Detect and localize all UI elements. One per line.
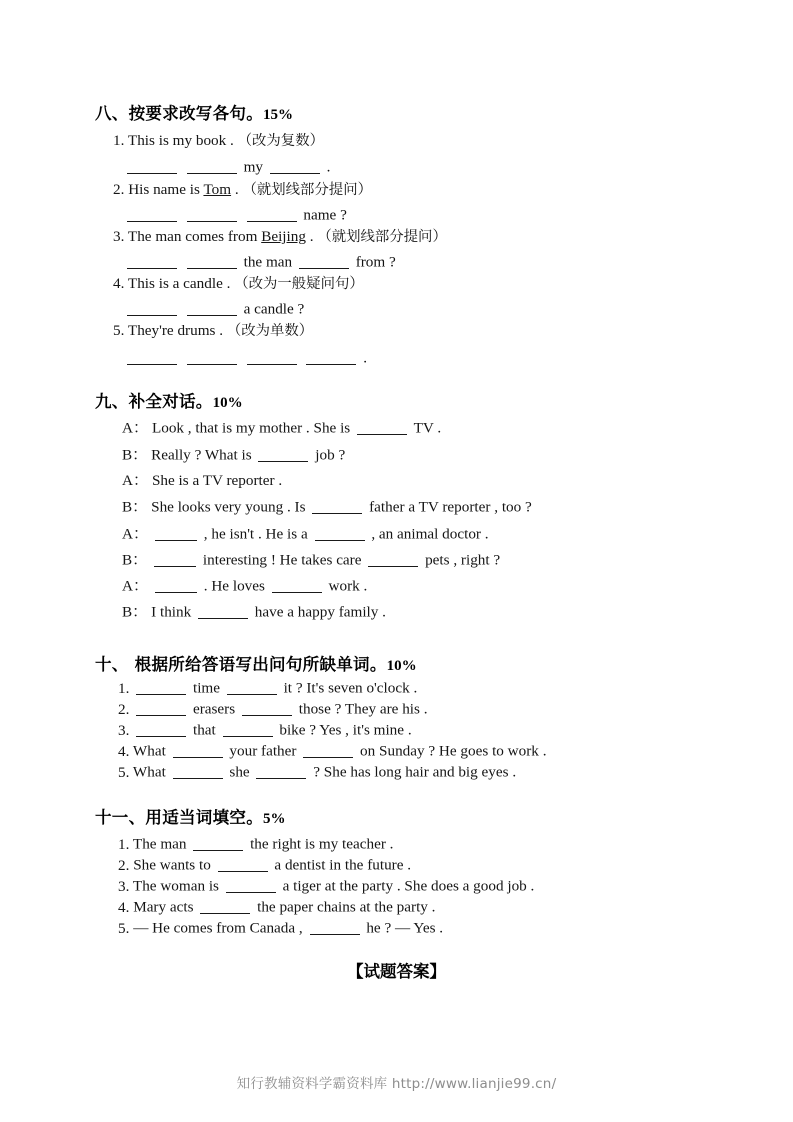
item-text-pre: She wants to <box>133 856 211 874</box>
dialogue-speaker: A： <box>122 525 149 543</box>
answers-section-title: 【试题答案】 <box>347 962 446 981</box>
item-text-post: on Sunday ? He goes to work . <box>360 742 547 760</box>
item-number: 1. <box>118 679 130 697</box>
answer-blank[interactable] <box>247 350 297 365</box>
section-8-heading-text: 八、按要求改写各句。 <box>95 104 263 123</box>
answer-blank[interactable] <box>187 350 237 365</box>
answer-blank[interactable] <box>154 552 196 567</box>
dialogue-speaker: B： <box>122 603 148 621</box>
answer-blank[interactable] <box>187 254 237 269</box>
item-number: 3. <box>118 877 130 895</box>
item-number: 1. <box>113 132 125 149</box>
answer-blank[interactable] <box>270 159 320 174</box>
answer-blank[interactable] <box>187 301 237 316</box>
item-text-mid: erasers <box>192 700 236 718</box>
section-11-item-1 <box>118 836 393 852</box>
answer-blank[interactable] <box>357 420 407 435</box>
answer-blank[interactable] <box>198 604 248 619</box>
answer-blank[interactable] <box>226 878 276 893</box>
answer-blank[interactable] <box>218 857 268 872</box>
dialogue-text-post: have a happy family . <box>254 603 386 621</box>
answer-blank[interactable] <box>242 701 292 716</box>
answer-period: . <box>363 349 367 367</box>
dialogue-speaker: A： <box>122 472 149 489</box>
dialogue-speaker: B： <box>122 551 148 569</box>
answer-blank[interactable] <box>258 447 308 462</box>
item-text-post: . <box>234 181 239 198</box>
answer-blank[interactable] <box>173 764 223 779</box>
answer-fixed-text: my <box>243 158 264 176</box>
answer-blank[interactable] <box>127 159 177 174</box>
item-number: 4. <box>113 275 125 292</box>
dialogue-text-post: job ? <box>315 446 346 464</box>
dialogue-text-post: father a TV reporter , too ? <box>369 498 532 516</box>
item-instruction: （就划线部分提问） <box>317 229 447 245</box>
dialogue-text-pre: I think <box>151 603 192 621</box>
item-text-pre: — He comes from Canada , <box>133 919 303 937</box>
answer-blank[interactable] <box>193 836 243 851</box>
item-number: 2. <box>118 856 130 874</box>
answer-blank[interactable] <box>127 207 177 222</box>
item-text-pre: What <box>132 742 166 760</box>
dialogue-text-post: , an animal doctor . <box>371 525 489 543</box>
item-text-post: those ? They are his . <box>298 700 428 718</box>
section-8-item-1-answer <box>124 159 330 175</box>
item-text-post: bike ? Yes , it's mine . <box>279 721 412 739</box>
dialogue-line-2 <box>122 447 345 463</box>
dialogue-line-3 <box>122 473 282 488</box>
section-8-item-2-answer <box>124 207 347 223</box>
item-text: His name is <box>128 181 200 198</box>
dialogue-line-5 <box>122 526 489 542</box>
answer-blank[interactable] <box>136 701 186 716</box>
answer-blank[interactable] <box>299 254 349 269</box>
item-number: 3. <box>113 228 125 245</box>
item-number: 5. <box>118 919 130 937</box>
item-text-post: ? She has long hair and big eyes . <box>313 763 517 781</box>
dialogue-text-mid: . He loves <box>203 577 265 595</box>
item-text: The man comes from <box>127 228 258 245</box>
section-8-heading <box>95 100 293 124</box>
item-number: 4. <box>118 742 130 760</box>
dialogue-text-post: pets , right ? <box>425 551 501 569</box>
section-8-points: 15% <box>263 107 293 123</box>
answer-blank[interactable] <box>187 159 237 174</box>
dialogue-line-7 <box>122 578 367 594</box>
dialogue-line-4 <box>122 499 532 515</box>
item-number: 2. <box>113 181 125 198</box>
section-11-item-5 <box>118 920 443 936</box>
answer-blank[interactable] <box>136 722 186 737</box>
section-11-item-2 <box>118 857 411 873</box>
section-9-points: 10% <box>212 395 243 411</box>
answer-blank[interactable] <box>223 722 273 737</box>
footer-watermark: 知行教辅资料学霸资料库 http://www.lianjie99.cn/ <box>236 1076 557 1092</box>
item-underlined-word: Tom <box>203 181 232 198</box>
item-text-post: he ? — Yes . <box>366 919 444 937</box>
dialogue-text-post: TV . <box>413 419 442 437</box>
item-text: This is a candle . <box>127 275 231 292</box>
item-text-post: it ? It's seven o'clock . <box>283 679 418 697</box>
section-10-item-3 <box>118 722 412 738</box>
item-text-post: a tiger at the party . She does a good job . <box>282 877 535 895</box>
answer-blank[interactable] <box>187 207 237 222</box>
section-8-item-4-answer <box>124 301 304 317</box>
dialogue-text-pre: She is a TV reporter . <box>151 472 283 489</box>
answer-blank[interactable] <box>127 301 177 316</box>
answer-fixed-text-2: from ? <box>355 253 396 271</box>
answer-period: . <box>326 158 331 176</box>
answer-blank[interactable] <box>200 899 250 914</box>
section-10-item-2 <box>118 701 428 717</box>
item-instruction: （改为单数） <box>226 323 314 339</box>
item-text: This is my book . <box>127 132 234 149</box>
item-text-post: the right is my teacher . <box>250 835 394 853</box>
section-8-item-3-answer <box>124 254 396 270</box>
dialogue-line-6 <box>122 552 500 568</box>
section-11-item-4 <box>118 899 435 915</box>
answer-blank[interactable] <box>136 680 186 695</box>
dialogue-text-pre: She looks very young . Is <box>151 498 306 516</box>
item-text-pre: What <box>132 763 166 781</box>
answer-blank[interactable] <box>127 350 177 365</box>
item-instruction: （改为复数） <box>237 133 324 149</box>
section-10-heading-text: 十、 根据所给答语写出问句所缺单词。 <box>95 655 387 674</box>
item-number: 5. <box>113 322 125 339</box>
item-number: 5. <box>118 763 130 781</box>
section-8-item-5-answer <box>124 350 367 366</box>
answer-blank[interactable] <box>247 207 297 222</box>
section-11-item-3 <box>118 878 534 894</box>
dialogue-text-mid: , he isn't . He is a <box>203 525 308 543</box>
section-8-item-1-prompt <box>113 133 324 148</box>
item-text-mid: your father <box>229 742 297 760</box>
answer-blank[interactable] <box>227 680 277 695</box>
section-10-heading <box>95 651 417 675</box>
section-10-points: 10% <box>386 658 417 674</box>
item-text-post: . <box>309 228 314 245</box>
section-8-item-3-prompt <box>113 229 447 244</box>
dialogue-text-post: work . <box>328 577 368 595</box>
dialogue-speaker: A： <box>122 577 149 595</box>
item-text-mid: that <box>192 721 216 739</box>
item-number: 1. <box>118 835 130 853</box>
answer-blank[interactable] <box>312 499 362 514</box>
item-text-pre: The woman is <box>132 877 219 895</box>
section-11-heading <box>95 804 286 828</box>
answer-fixed-text: a candle ? <box>243 300 305 318</box>
dialogue-line-8 <box>122 604 386 620</box>
item-number: 2. <box>118 700 130 718</box>
item-text-mid: she <box>229 763 250 781</box>
answer-blank[interactable] <box>155 578 197 593</box>
item-text-pre: The man <box>132 835 187 853</box>
section-10-item-5 <box>118 764 516 780</box>
answer-blank[interactable] <box>155 526 197 541</box>
answer-blank[interactable] <box>256 764 306 779</box>
item-instruction: （就划线部分提问） <box>242 182 372 198</box>
section-8-item-2-prompt <box>113 182 372 197</box>
section-9-heading <box>95 388 243 412</box>
dialogue-text-pre: Really ? What is <box>151 446 252 464</box>
item-number: 3. <box>118 721 130 739</box>
answer-blank[interactable] <box>303 743 353 758</box>
answer-blank[interactable] <box>310 920 360 935</box>
item-text: They're drums . <box>127 322 224 339</box>
dialogue-speaker: A： <box>122 419 149 437</box>
dialogue-line-1 <box>122 420 441 436</box>
answer-fixed-text: name ? <box>303 206 347 224</box>
answer-blank[interactable] <box>306 350 356 365</box>
answer-blank[interactable] <box>272 578 322 593</box>
dialogue-text-pre: Look , that is my mother . She is <box>151 419 351 437</box>
answer-blank[interactable] <box>368 552 418 567</box>
section-11-points: 5% <box>263 811 286 827</box>
item-text-post: a dentist in the future . <box>274 856 412 874</box>
answer-blank[interactable] <box>127 254 177 269</box>
answer-fixed-text: the man <box>243 253 293 271</box>
section-11-heading-text: 十一、用适当词填空。 <box>95 808 263 827</box>
dialogue-speaker: B： <box>122 498 148 516</box>
section-10-item-1 <box>118 680 417 696</box>
dialogue-text-mid: interesting ! He takes care <box>202 551 362 569</box>
section-8-item-5-prompt <box>113 323 313 338</box>
item-number: 4. <box>118 898 130 916</box>
section-10-item-4 <box>118 743 547 759</box>
section-9-heading-text: 九、补全对话。 <box>95 392 213 411</box>
item-text-pre: Mary acts <box>133 898 194 916</box>
item-text-mid: time <box>192 679 220 697</box>
item-instruction: （改为一般疑问句） <box>234 276 364 292</box>
section-8-item-4-prompt <box>113 276 364 291</box>
item-text-post: the paper chains at the party . <box>257 898 436 916</box>
answer-blank[interactable] <box>315 526 365 541</box>
item-underlined-word: Beijing <box>261 228 306 245</box>
answer-blank[interactable] <box>173 743 223 758</box>
dialogue-speaker: B： <box>122 446 148 464</box>
